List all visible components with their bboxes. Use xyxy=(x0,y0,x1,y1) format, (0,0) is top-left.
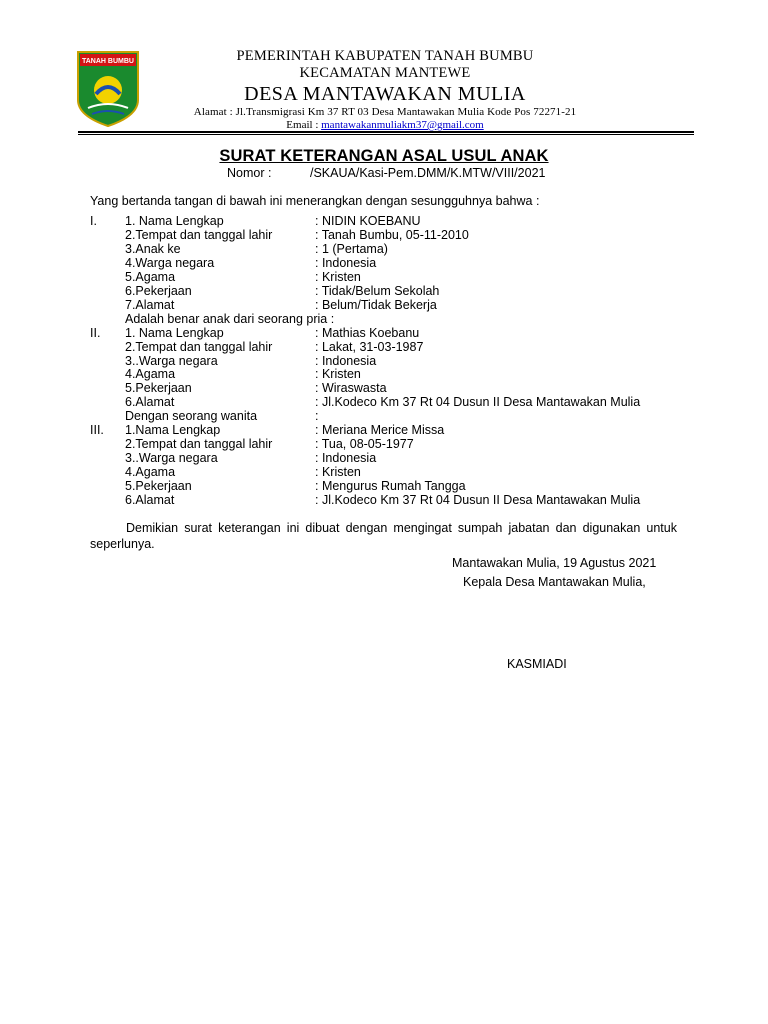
row-label: 1. Nama Lengkap xyxy=(125,214,224,228)
row-value: : 1 (Pertama) xyxy=(315,241,388,256)
detail-row xyxy=(0,465,768,479)
row-label: 6.Pekerjaan xyxy=(125,283,192,298)
row-label: 3..Warga negara xyxy=(125,451,218,466)
row-value: : xyxy=(315,409,319,424)
row-label: 6.Alamat xyxy=(125,493,175,507)
row-roman-numeral: III. xyxy=(90,423,104,438)
row-value: : Belum/Tidak Bekerja xyxy=(315,297,437,312)
row-value: : Indonesia xyxy=(315,255,377,270)
row-label: 4.Agama xyxy=(125,465,176,480)
detail-row xyxy=(0,493,768,507)
detail-row xyxy=(0,479,768,493)
detail-row xyxy=(0,298,768,312)
logo-text: TANAH BUMBU xyxy=(82,58,134,65)
signer-role: Kepala Desa Mantawakan Mulia, xyxy=(463,575,646,589)
detail-row xyxy=(0,242,768,256)
detail-row xyxy=(0,437,768,451)
row-value: : Tidak/Belum Sekolah xyxy=(315,283,440,298)
detail-row xyxy=(0,340,768,354)
row-value: : Indonesia xyxy=(315,451,377,466)
closing-paragraph: Demikian surat keterangan ini dibuat dengan mengingat sumpah jabatan dan digunakan untuk seperlunya. xyxy=(90,521,677,551)
intro-text: Yang bertanda tangan di bawah ini menerangkan dengan sesungguhnya bahwa : xyxy=(90,194,540,208)
document-number xyxy=(227,166,546,180)
detail-row xyxy=(0,326,768,340)
row-label: 4.Agama xyxy=(125,367,176,382)
row-label: 1. Nama Lengkap xyxy=(125,325,224,340)
detail-row xyxy=(0,284,768,298)
row-label: 1.Nama Lengkap xyxy=(125,423,221,438)
document-number-label: Nomor : xyxy=(227,166,272,180)
detail-row xyxy=(0,312,768,326)
row-label: 5.Pekerjaan xyxy=(125,381,192,396)
letterhead-government: PEMERINTAH KABUPATEN TANAH BUMBU xyxy=(236,48,534,64)
detail-row xyxy=(0,270,768,284)
document-number-value: /SKAUA/Kasi-Pem.DMM/K.MTW/VIII/2021 xyxy=(310,166,546,180)
place-date: Mantawakan Mulia, 19 Agustus 2021 xyxy=(452,556,657,570)
detail-row xyxy=(0,354,768,368)
email-label: Email : xyxy=(286,119,322,131)
row-label: 2.Tempat dan tanggal lahir xyxy=(125,437,273,452)
letterhead-village: DESA MANTAWAKAN MULIA xyxy=(244,83,526,105)
row-value: : Jl.Kodeco Km 37 Rt 04 Dusun II Desa Mantawakan Mulia xyxy=(315,395,641,410)
row-label: 6.Alamat xyxy=(125,395,175,410)
row-value: : Mengurus Rumah Tangga xyxy=(315,479,466,494)
row-value: : Mathias Koebanu xyxy=(315,325,420,340)
row-label: 2.Tempat dan tanggal lahir xyxy=(125,339,273,354)
detail-row xyxy=(0,395,768,409)
row-label: 3..Warga negara xyxy=(125,353,218,368)
row-label: Dengan seorang wanita xyxy=(125,409,258,424)
row-label: 3.Anak ke xyxy=(125,241,181,256)
row-value: : Indonesia xyxy=(315,353,377,368)
row-value: : NIDIN KOEBANU xyxy=(315,214,421,228)
row-roman-numeral: II. xyxy=(90,325,101,340)
letterhead-divider-thin xyxy=(78,134,694,135)
row-label: Adalah benar anak dari seorang pria : xyxy=(125,311,335,326)
email-link[interactable]: mantawakanmuliakm37@gmail.com xyxy=(321,119,484,131)
document-title: SURAT KETERANGAN ASAL USUL ANAK xyxy=(219,147,549,165)
detail-row xyxy=(0,228,768,242)
detail-row xyxy=(0,451,768,465)
row-label: 5.Agama xyxy=(125,269,176,284)
letterhead xyxy=(150,48,620,132)
row-value: : Jl.Kodeco Km 37 Rt 04 Dusun II Desa Mantawakan Mulia xyxy=(315,493,641,507)
detail-row xyxy=(0,367,768,381)
row-value: : Kristen xyxy=(315,269,361,284)
row-value: : Lakat, 31-03-1987 xyxy=(315,339,424,354)
row-value: : Meriana Merice Missa xyxy=(315,423,445,438)
row-value: : Kristen xyxy=(315,367,361,382)
signer-name: KASMIADI xyxy=(507,657,567,671)
detail-row xyxy=(0,381,768,395)
detail-row xyxy=(0,256,768,270)
row-label: 7.Alamat xyxy=(125,297,175,312)
row-label: 5.Pekerjaan xyxy=(125,479,192,494)
row-value: : Tua, 08-05-1977 xyxy=(315,437,414,452)
letterhead-address: Alamat : Jl.Transmigrasi Km 37 RT 03 Desa Mantawakan Mulia Kode Pos 72271-21 xyxy=(193,106,577,118)
detail-row xyxy=(0,409,768,423)
detail-row xyxy=(0,214,768,228)
detail-row xyxy=(0,423,768,437)
row-label: 2.Tempat dan tanggal lahir xyxy=(125,227,273,242)
row-roman-numeral: I. xyxy=(90,214,97,228)
letterhead-divider xyxy=(78,131,694,133)
row-value: : Tanah Bumbu, 05-11-2010 xyxy=(315,227,469,242)
row-value: : Kristen xyxy=(315,465,361,480)
letterhead-district: KECAMATAN MANTEWE xyxy=(299,65,471,81)
row-label: 4.Warga negara xyxy=(125,255,215,270)
row-value: : Wiraswasta xyxy=(315,381,387,396)
tanah-bumbu-emblem-icon xyxy=(74,50,142,128)
